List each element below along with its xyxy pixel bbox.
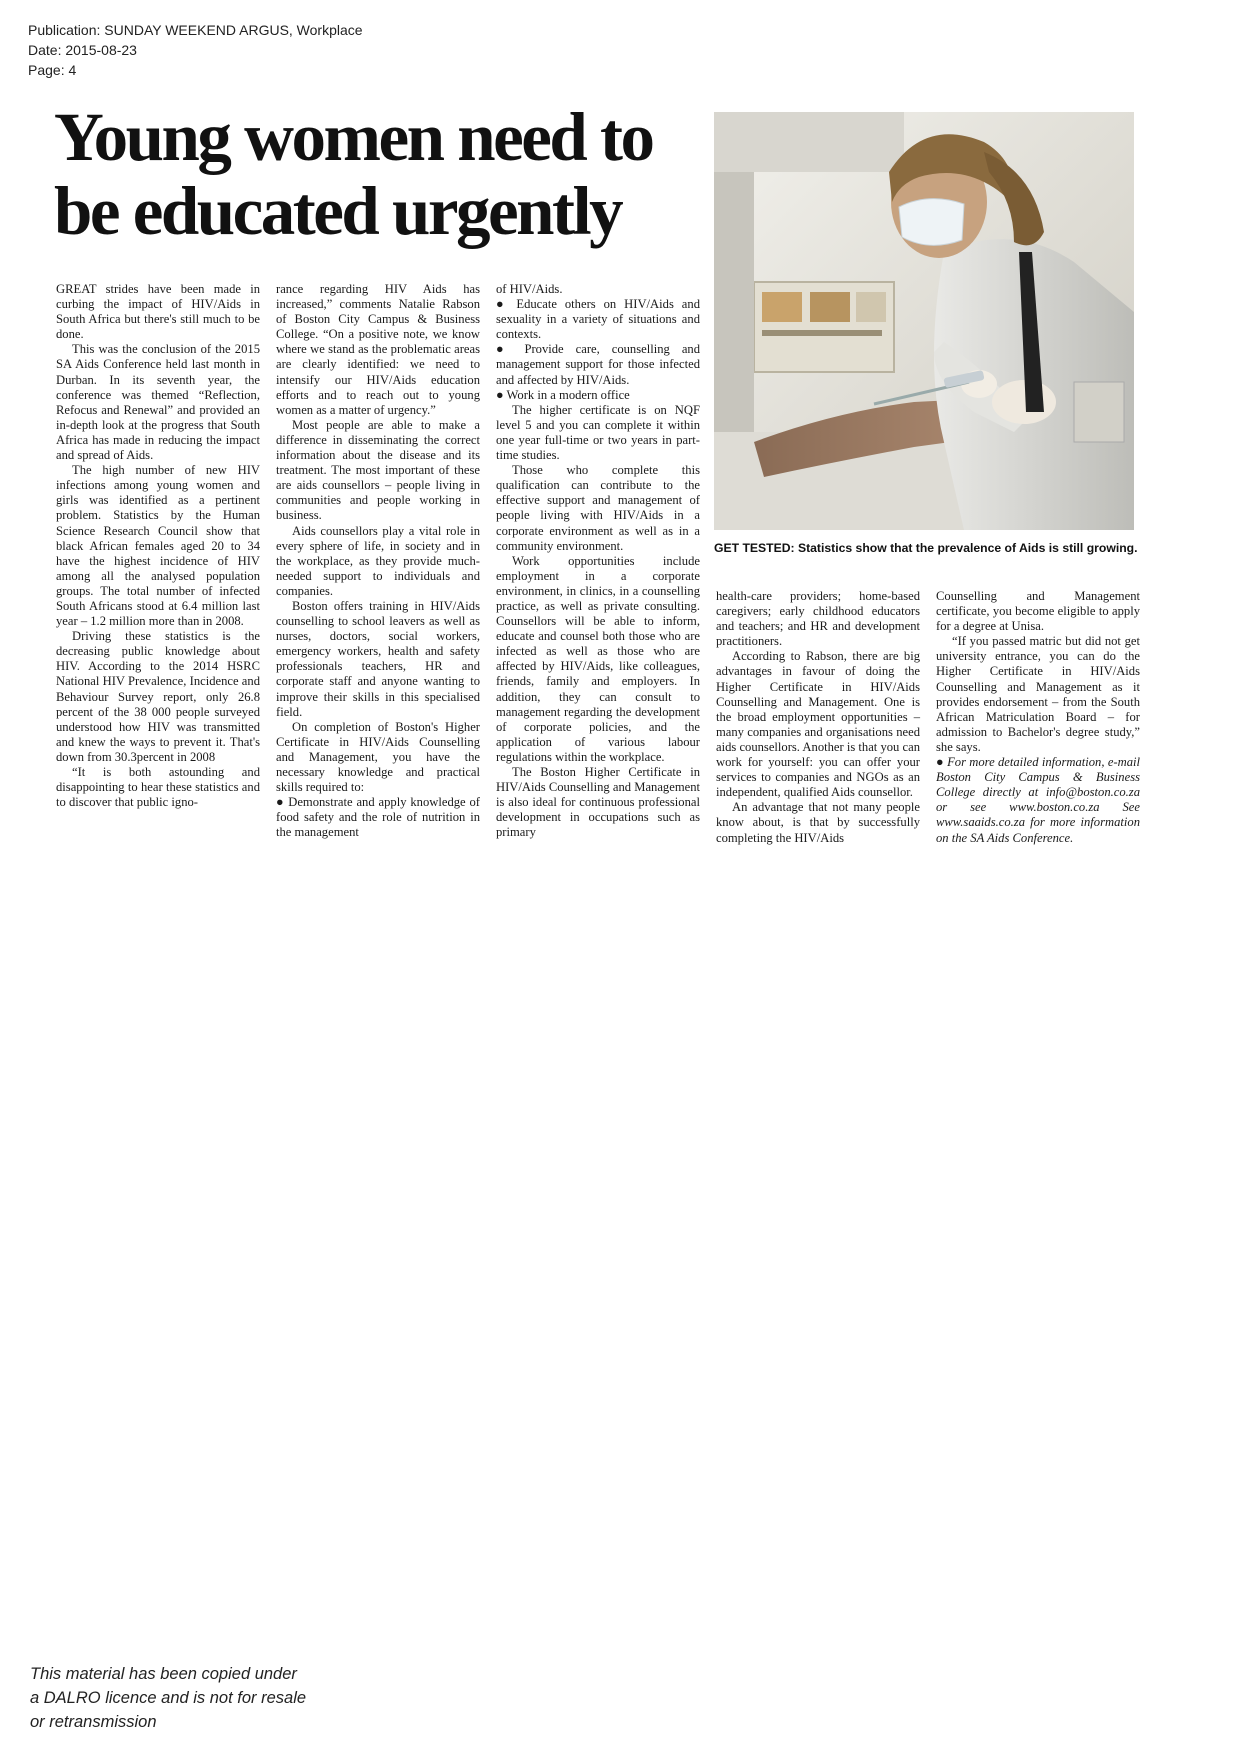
paragraph: Driving these statistics is the decreasing public knowledge about HIV. According to the 2014 HSRC National HIV Prevalence, Incidence and Behaviour Survey report, only 26.8 percent of the 38 000 people surveyed understood how HIV was transmitted and knew the ways to prevent it. That's down from 30.3percent in 2008 xyxy=(56,629,260,764)
photo-caption xyxy=(714,541,1144,556)
bullet-item: ● Provide care, counselling and management support for those infected and affected by HIV/Aids. xyxy=(496,342,700,387)
licence-line-1: This material has been copied under xyxy=(30,1665,297,1683)
paragraph: The high number of new HIV infections among young women and girls was identified as a pertinent problem. Statistics by the Human Science Research Council show that black African females aged 20 to 34 have the highest incidence of HIV among all the analysed population groups. The total number of infected South Africans stood at 6.4 million last year – 1.2 million more than in 2008. xyxy=(56,463,260,629)
article-column-2 xyxy=(276,282,480,840)
paragraph: health-care providers; home-based caregivers; early childhood educators and teachers; and HR and development practitioners. xyxy=(716,589,920,649)
bullet-item: ● Demonstrate and apply knowledge of food safety and the role of nutrition in the management xyxy=(276,795,480,840)
paragraph: “If you passed matric but did not get university entrance, you can do the Higher Certificate in HIV/Aids Counselling and Management as it provides endorsement – from the South African Matriculation Board – for admission to Bachelor's degree study,” she says. xyxy=(936,634,1140,754)
paragraph: An advantage that not many people know about, is that by successfully completing the HIV/Aids xyxy=(716,800,920,845)
paragraph: Those who complete this qualification can contribute to the effective support and management of people living with HIV/Aids in a corporate environment as well as in a community environment. xyxy=(496,463,700,553)
article-column-3 xyxy=(496,282,700,840)
article-column-4 xyxy=(716,589,920,846)
licence-notice xyxy=(30,1662,306,1734)
paragraph: Work opportunities include employment in a corporate environment, in clinics, in a counselling practice, as well as private consulting. Counsellors will be able to inform, educate and counsel both those who are infected as well as those who are affected by HIV/Aids, like colleagues, friends, family and employers. In addition, they can consult to management regarding the development of corporate policies, and the application of various labour regulations within the workplace. xyxy=(496,553,700,764)
paragraph: rance regarding HIV Aids has increased,” comments Natalie Rabson of Boston City Campus & Business College. “On a positive note, we know where we stand as the problematic areas are clearly identified: we need to intensify our HIV/Aids education efforts and to reach out to young women as a matter of urgency.” xyxy=(276,282,480,417)
photo-illustration xyxy=(714,112,1134,530)
bullet-item: ● Educate others on HIV/Aids and sexuality in a variety of situations and contexts. xyxy=(496,297,700,342)
paragraph: Aids counsellors play a vital role in every sphere of life, in society and in the workplace, as they provide much-needed support to individuals and companies. xyxy=(276,523,480,598)
paragraph: Boston offers training in HIV/Aids counselling to school leavers as well as nurses, doctors, social workers, emergency workers, health and safety professionals teachers, HR and corporate staff and anyone wanting to improve their skills in this specialised field. xyxy=(276,598,480,719)
licence-line-2: a DALRO licence and is not for resale xyxy=(30,1689,307,1707)
paragraph: Most people are able to make a difference in disseminating the correct information about the disease and its treatment. The most important of these are aids counsellors – people living in communities and people working in business. xyxy=(276,417,480,523)
article-headline xyxy=(54,100,674,248)
paragraph: The Boston Higher Certificate in HIV/Aids Counselling and Management is also ideal for continuous professional development in occupations such as primary xyxy=(496,765,700,840)
article-column-1 xyxy=(56,282,260,810)
paragraph: According to Rabson, there are big advantages in favour of doing the Higher Certificate in HIV/Aids Counselling and Management. One is the broad employment opportunities – many companies and organisations need aids counsellors. Another is that you can work for yourself: you can offer your services to companies and NGOs as an independent, qualified Aids counsellor. xyxy=(716,649,920,800)
publication-line: Publication: SUNDAY WEEKEND ARGUS, Workplace xyxy=(28,22,363,38)
article-column-5 xyxy=(936,589,1140,846)
caption-tag: GET TESTED: xyxy=(714,541,795,555)
headline-line-1: Young women need to xyxy=(54,99,653,175)
headline-line-2: be educated urgently xyxy=(54,173,622,249)
paragraph: The higher certificate is on NQF level 5 and you can complete it within one year full-time or two years in part-time studies. xyxy=(496,402,700,463)
article-photo xyxy=(714,112,1134,530)
publication-meta xyxy=(28,20,363,80)
paragraph: This was the conclusion of the 2015 SA Aids Conference held last month in Durban. In its seventh year, the conference was themed “Reflection, Refocus and Renewal” and provided an in-depth look at the progress that South Africa has made in reducing the impact and spread of Aids. xyxy=(56,342,260,463)
paragraph: On completion of Boston's Higher Certificate in HIV/Aids Counselling and Management, you have the necessary knowledge and practical skills required to: xyxy=(276,719,480,795)
paragraph: Counselling and Management certificate, you become eligible to apply for a degree at Unisa. xyxy=(936,589,1140,634)
paragraph: GREAT strides have been made in curbing the impact of HIV/Aids in South Africa but there's still much to be done. xyxy=(56,282,260,342)
licence-line-3: or retransmission xyxy=(30,1713,157,1731)
page-line: Page: 4 xyxy=(28,62,77,78)
contact-info: ● For more detailed information, e-mail Boston City Campus & Business College directly at info@boston.co.za or see www.boston.co.za See www.saaids.co.za for more information on the SA Aids Conference. xyxy=(936,755,1140,845)
paragraph: of HIV/Aids. xyxy=(496,282,563,296)
paragraph: “It is both astounding and disappointing to hear these statistics and to discover that public igno- xyxy=(56,765,260,810)
caption-text: Statistics show that the prevalence of Aids is still growing. xyxy=(794,541,1138,555)
bullet-item: ● Work in a modern office xyxy=(496,387,630,402)
date-line: Date: 2015-08-23 xyxy=(28,42,137,58)
